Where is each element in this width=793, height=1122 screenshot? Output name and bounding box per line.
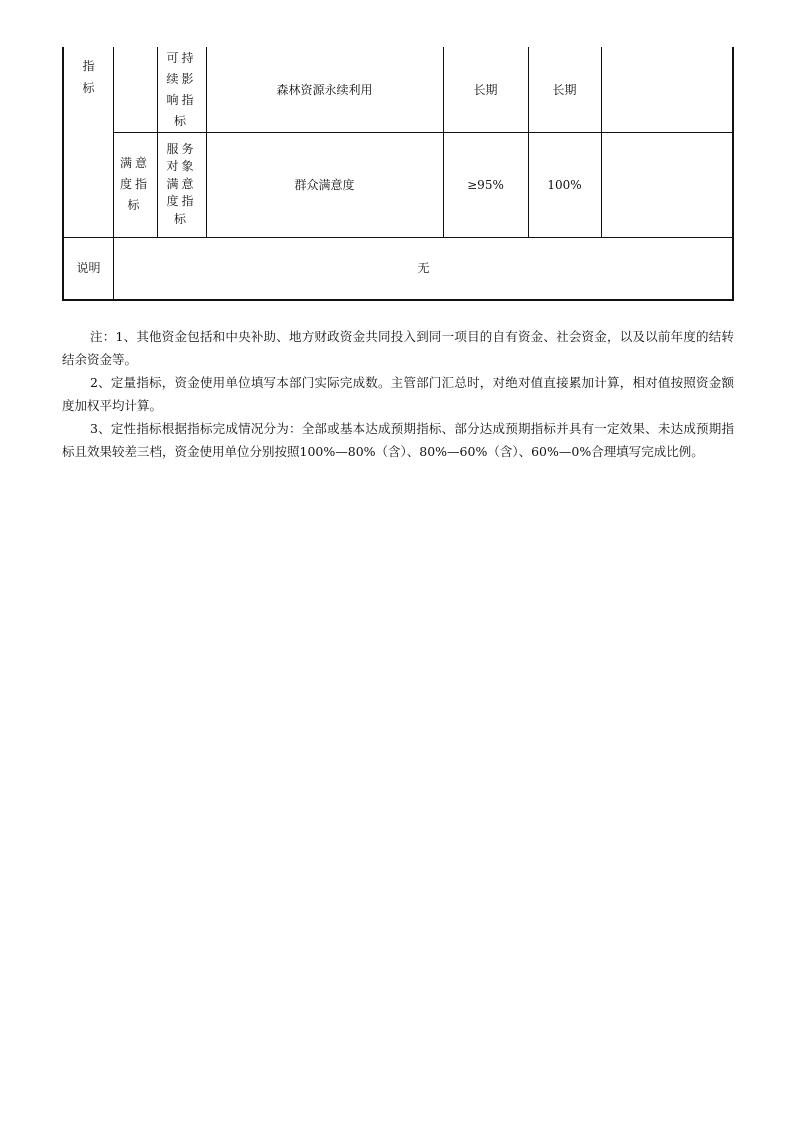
sustainability-sub-label: 可持 续影 响指 标 bbox=[166, 50, 197, 128]
note-row-label: 说明 bbox=[76, 261, 101, 275]
satisfaction-sub-label: 服务 对象 满意 度指 标 bbox=[166, 141, 197, 226]
sustainability-indicator: 森林资源永续利用 bbox=[276, 82, 373, 97]
satisfaction-sub-label-cell bbox=[157, 132, 206, 237]
satisfaction-remark bbox=[601, 132, 734, 237]
indicator-group-label: 指 标 bbox=[82, 59, 95, 95]
satisfaction-indicator: 群众满意度 bbox=[294, 177, 355, 192]
footnote-2: 2、定量指标，资金使用单位填写本部门实际完成数。主管部门汇总时，对绝对值直接累加计算，相对值按照资金额度加权平均计算。 bbox=[62, 375, 734, 413]
satisfaction-category-cell bbox=[113, 132, 157, 237]
satisfaction-category: 满意 度指 标 bbox=[119, 156, 150, 212]
sustainability-actual: 长期 bbox=[552, 82, 577, 97]
note-row-value: 无 bbox=[417, 261, 430, 275]
performance-table bbox=[62, 47, 734, 301]
sustainability-target: 长期 bbox=[473, 82, 498, 97]
footnote-1: 注：1、其他资金包括和中央补助、地方财政资金共同投入到同一项目的自有资金、社会资金，以及以前年度的结转结余资金等。 bbox=[62, 329, 734, 367]
footnotes bbox=[62, 325, 734, 463]
satisfaction-actual: 100% bbox=[547, 177, 582, 192]
sustainability-remark bbox=[601, 47, 734, 132]
footnote-3: 3、定性指标根据指标完成情况分为：全部或基本达成预期指标、部分达成预期指标并具有一定效果、未达成预期指标且效果较差三档，资金使用单位分别按照100%—80%（含）、80%—60%（含）、60%—0%合理填写完成比例。 bbox=[62, 421, 734, 459]
satisfaction-target: ≥95% bbox=[467, 177, 504, 192]
sustainability-sub-label-cell bbox=[157, 47, 206, 132]
